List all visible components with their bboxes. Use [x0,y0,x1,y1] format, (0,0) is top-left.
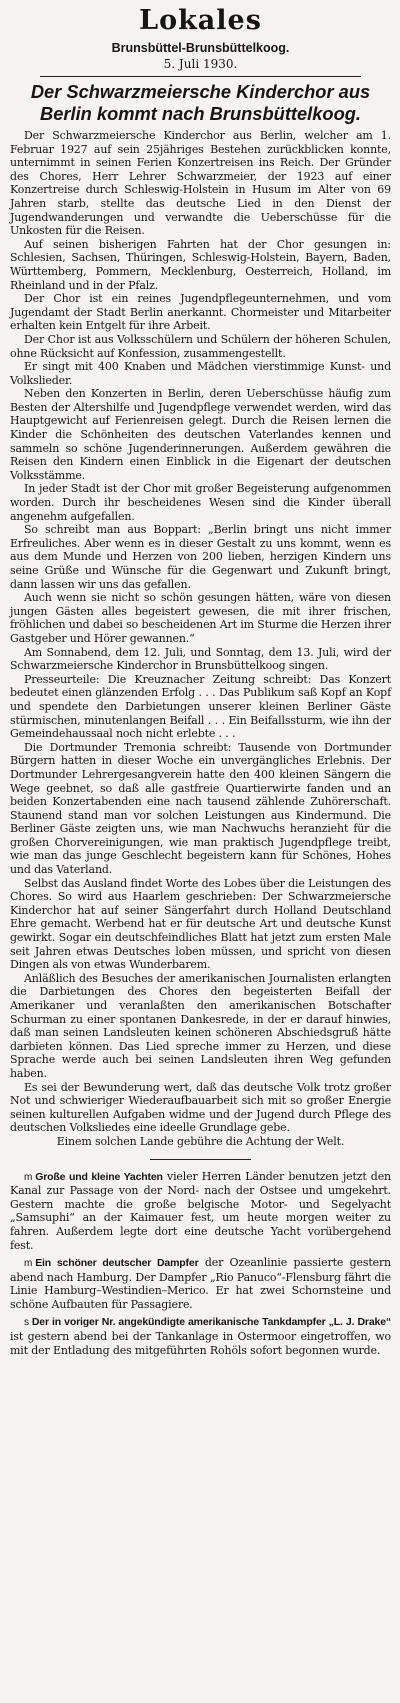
paragraph: Die Dortmunder Tremonia schreibt: Tausende von Dortmunder Bürgern hatten in dieser Woche ein unvergängliches Erlebnis. Der Dortmunder Lehrergesangverein hatte den 400 kleinen Sängern die Wege geebnet, so daß alle gastfreie Quartierwirte fanden und an beiden Konzertabenden eine nach tausend zählende Zuhörerschaft. Staunend stand man vor solchen Leistungen aus Kindermund. Die Berliner Gäste zeigten uns, wie man Nachwuchs heranzieht für die großen Chorvereinigungen, wie man praktisch Jugendpflege treibt, wie man das junge Geschlecht begeistern kann für Schönes, Hohes und das Vaterland. [10,740,391,877]
paragraph: Der Chor ist ein reines Jugendpflegeunternehmen, und vom Jugendamt der Stadt Berlin anerkannt. Chormeister und Mitarbeiter erhalten kein Entgelt für ihre Arbeit. [10,292,391,333]
article-body [10,129,391,1149]
local-notes [10,1170,391,1358]
closing-line: Einem solchen Lande gebühre die Achtung der Welt. [56,1134,345,1148]
paragraph: So schreibt man aus Boppart: „Berlin bringt uns nicht immer Erfreuliches. Aber wenn es in dieser Gestalt zu uns kommt, wenn es aus dem Munde und Herzen von 200 lieben, herzigen Kindern uns seine Grüße und Wünsche für die Gegenwart und Zukunft bringt, dann lassen wir uns das gefallen. [10,523,391,591]
paragraph: Neben den Konzerten in Berlin, deren Ueberschüsse häufig zum Besten der Altershilfe und Jugendpflege verwendet werden, wird das Hauptgewicht auf Ferienreisen gelegt. Durch die Reisen lernen die Kinder die Schönheiten des deutschen Vaterlandes kennen und sammeln so schöne Jugenderinnerungen. Außerdem gewähren die Reisen den Kindern einen Einblick in die Eigenart der deutschen Volksstämme. [10,387,391,482]
paragraph: Am Sonnabend, dem 12. Juli, und Sonntag, dem 13. Juli, wird der Schwarzmeiersche Kinderchor in Brunsbüttelkoog singen. [10,645,391,673]
divider [150,1159,251,1160]
item-lead: Ein schöner deutscher Dampfer [35,1257,199,1270]
section-title: Lokales [139,5,262,36]
news-item [10,1170,391,1253]
paragraph: Selbst das Ausland findet Worte des Lobes über die Leistungen des Chores. So wird aus Haarlem geschrieben: Der Schwarzmeiersche Kinderchor hat auf seiner Sängerfahrt durch Holland Deutschland Ehre gemacht. Werbend hat er für deutsche Art und deutsche Kunst gewirkt. Sogar ein deutschfeindliches Blatt hat jetzt zum ersten Male seit Jahren etwas Deutsches loben müssen, und spricht von diesen Dingen als von etwas Wunderbarem. [10,876,391,972]
dateline: Brunsbüttel-Brunsbüttelkoog. [111,41,290,55]
paragraph: In jeder Stadt ist der Chor mit großer Begeisterung aufgenommen worden. Durch ihr bescheidenes Wesen sind die Kinder überall angenehm aufgefallen. [10,482,391,523]
news-item [10,1256,391,1311]
issue-date: 5. Juli 1930. [163,57,238,71]
item-text: ist gestern abend bei der Tankanlage in Ostermoor eingetroffen, wo mit der Entladung des mitgeführten Rohöls sofort begonnen wurde. [10,1330,391,1357]
item-lead: Große und kleine Yachten [35,1170,163,1183]
paragraph: Er singt mit 400 Knaben und Mädchen vierstimmige Kunst- und Volkslieder. [10,360,391,387]
item-marker: m [24,1258,33,1270]
paragraph: Presseurteile: Die Kreuznacher Zeitung schreibt: Das Konzert bedeutet einen glänzenden Erfolg . . . Das Publikum saß Kopf an Kopf und spendete den Darbietungen unserer kleinen Berliner Gäste stürmischen, minutenlangen Beifall . . . Ein Beifallssturm, wie ihn der Gemeindehaussaal noch nicht erlebte . . . [10,672,391,741]
article [10,81,391,1149]
item-text: vieler Herren Länder benutzen jetzt den Kanal zur Passage von der Nord- nach der Ostsee und umgekehrt. Gestern machte die große belgische Motor- und Segelyacht „Samsuphi“ an der Kaimauer fest, um heute morgen weiter zu fahren. Außerdem legte dort eine deutsche Yacht vorübergehend fest. [10,1169,391,1252]
item-lead: Der in voriger Nr. angekündigte amerikanische Tankdampfer „L. J. Drake“ [31,1316,391,1329]
item-marker: s [24,1317,29,1329]
article-headline: Der Schwarzmeiersche Kinderchor aus Berlin kommt nach Brunsbüttelkoog. [30,81,371,124]
paragraph: Der Schwarzmeiersche Kinderchor aus Berlin, welcher am 1. Februar 1927 auf sein 25jähriges Bestehen zurückblicken konnte, unternimmt in seinen Ferien Konzertreisen ins Reich. Der Gründer des Chores, Herr Lehrer Schwarzmeier, der 1923 auf einer Konzertreise durch Schleswig-Holstein in Husum im Alter von 69 Jahren starb, stellte das deutsche Lied in den Dienst der Jugendwanderungen und verwandte die Ueberschüsse für die Unkosten für die Reisen. [10,129,391,238]
paragraph: Es sei der Bewunderung wert, daß das deutsche Volk trotz großer Not und schwieriger Wiederaufbauarbeit sich mit so großer Energie seinen kulturellen Aufgaben widme und der Jugend durch Pflege des deutschen Volksliedes eine ideelle Grundlage gebe. [10,1080,391,1135]
item-text: der Ozeanlinie passierte gestern abend nach Hamburg. Der Dampfer „Rio Panuco“-Flensburg fährt die Linie Hamburg–Westindien–Merico. Er hat zwei Schornsteine und schöne Aufbauten für Passagiere. [10,1256,391,1311]
paragraph: Anläßlich des Besuches der amerikanischen Journalisten erlangten die Darbietungen des Chores den begeisterten Beifall der Amerikaner und veranlaßten den amerikanischen Botschafter Schurman zu einer spontanen Dankesrede, in der er darauf hinwies, daß man seinen Landsleuten keinen schöneren Abschiedsgruß hätte darbieten können. Das Lied spreche immer zu Herzen, und diese Sprache werde auch bei seinen Landsleuten ihren Weg gefunden haben. [10,971,391,1080]
item-marker: m [24,1171,33,1183]
divider [40,76,361,77]
paragraph: Auf seinen bisherigen Fahrten hat der Chor gesungen in: Schlesien, Sachsen, Thüringen, Schleswig-Holstein, Bayern, Baden, Württemberg, Pommern, Mecklenburg, Oesterreich, Holland, im Rheinland und in der Pfalz. [10,237,391,292]
paragraph: Auch wenn sie nicht so schön gesungen hätten, wäre von diesen jungen Gästen alles begeistert gewesen, die mit ihrer frischen, fröhlichen und dabei so bescheidenen Art im Sturme die Herzen ihrer Gastgeber und Hörer gewannen.“ [10,591,391,645]
paragraph: Der Chor ist aus Volksschülern und Schülern der höheren Schulen, ohne Rücksicht auf Konfession, zusammengestellt. [10,332,391,360]
news-item [10,1315,391,1357]
